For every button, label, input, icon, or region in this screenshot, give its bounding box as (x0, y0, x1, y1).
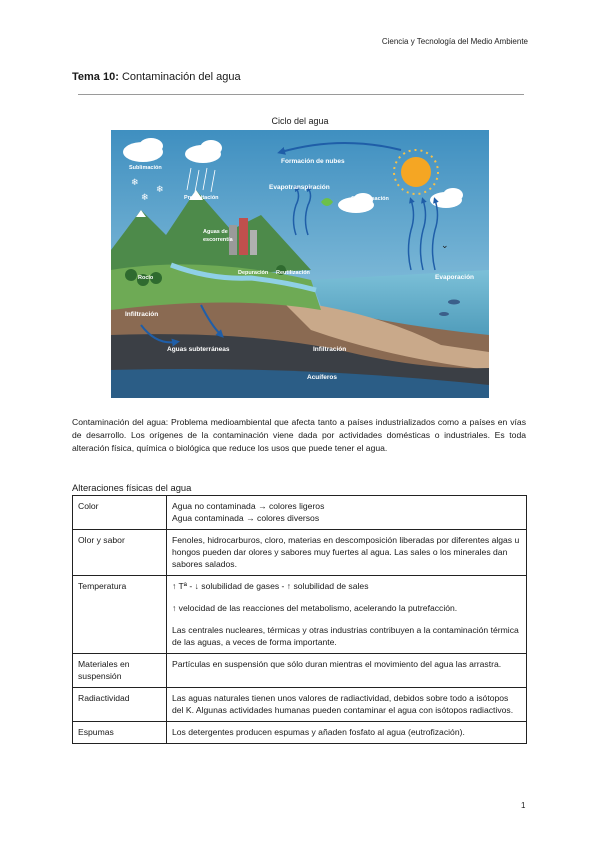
bird-icon: ⌄ (441, 240, 449, 250)
intro-paragraph: Contaminación del agua: Problema medioambiental que afecta tanto a países industrializados como a países en vías de desarrollo. Los orígenes de la contaminación viene dada por actividades domésticas o industriales. Es toda alteración física, química o biológica que reduce los usos que puede tener el agua. (72, 417, 526, 454)
table-row (73, 530, 527, 576)
title-prefix: Tema 10: (72, 71, 119, 83)
row-value (167, 722, 527, 744)
label-formacion-nubes: Formación de nubes (281, 158, 345, 165)
building (239, 218, 248, 255)
table-row (73, 496, 527, 530)
label-aguas-escorrentia-2: escorrentía (203, 237, 233, 243)
row-key: Temperatura (73, 576, 167, 654)
row-value (167, 654, 527, 688)
label-aguas-escorrentia-1: Aguas de (203, 229, 228, 235)
page-number: 1 (521, 801, 526, 810)
value-paragraph: Las aguas naturales tienen unos valores de radiactividad, debidos sobre todo a isótopos del K. Algunas actividades humanas pueden contaminar el agua con isótopos radiactivos. (172, 693, 514, 715)
value-paragraph: ↑ velocidad de las reacciones del metabolismo, acelerando la putrefacción. (172, 603, 458, 613)
value-paragraph: Fenoles, hidrocarburos, cloro, materias en descomposición liberadas por diferentes algas u hongos pueden dar olores y sabores muy fuertes al agua. Las sales o los minerales dan sabores salados. (172, 535, 520, 569)
table-row (73, 688, 527, 722)
svg-text:❄: ❄ (131, 177, 139, 187)
value-paragraph: Los detergentes producen espumas y añaden fosfato al agua (eutrofización). (172, 727, 465, 737)
row-key: Olor y sabor (73, 530, 167, 576)
label-infiltracion-1: Infiltración (125, 311, 159, 318)
label-evaporacion: Evaporación (435, 274, 475, 281)
row-value (167, 496, 527, 530)
label-evapotranspiracion: Evapotranspiración (269, 184, 330, 191)
row-key: Color (73, 496, 167, 530)
page-title (72, 71, 241, 83)
label-sublimacion: Sublimación (129, 165, 162, 171)
building (250, 230, 257, 255)
value-line: Agua contaminada → colores diversos (172, 513, 320, 523)
value-line: Agua no contaminada → colores ligeros (172, 501, 325, 511)
row-value (167, 530, 527, 576)
label-precipitacion: Precipitación (184, 195, 219, 201)
figure-caption: Ciclo del agua (271, 116, 329, 126)
table-row (73, 576, 527, 654)
row-key: Materiales en suspensión (73, 654, 167, 688)
row-value (167, 688, 527, 722)
svg-text:❄: ❄ (156, 184, 164, 194)
water-cycle-figure (111, 130, 489, 398)
label-condensacion: Condensación (351, 196, 389, 202)
table-row (73, 722, 527, 744)
section-title: Alteraciones físicas del agua (72, 482, 192, 493)
row-value (167, 576, 527, 654)
label-depuracion: Depuración (238, 270, 269, 276)
table-row (73, 654, 527, 688)
header-rule (78, 94, 524, 95)
label-rocio: Rocío (138, 275, 154, 281)
title-main: Contaminación del agua (121, 71, 241, 83)
value-paragraph: Partículas en suspensión que sólo duran mientras el movimiento del agua las arrastra. (172, 659, 502, 669)
label-aguas-subterraneas: Aguas subterráneas (167, 346, 230, 353)
svg-text:❄: ❄ (141, 192, 149, 202)
alterations-table (72, 495, 527, 744)
row-key: Radiactividad (73, 688, 167, 722)
label-infiltracion-2: Infiltración (313, 346, 347, 353)
document-header: Ciencia y Tecnología del Medio Ambiente (381, 37, 528, 46)
value-paragraph: ↑ Tª - ↓ solubilidad de gases - ↑ solubilidad de sales (172, 581, 369, 591)
label-acuiferos: Acuíferos (307, 374, 337, 381)
value-paragraph: Las centrales nucleares, térmicas y otras industrias contribuyen a la contaminación térmica de las aguas, a veces de forma importante. (172, 625, 519, 647)
row-key: Espumas (73, 722, 167, 744)
label-reutilizacion: Reutilización (276, 270, 310, 276)
